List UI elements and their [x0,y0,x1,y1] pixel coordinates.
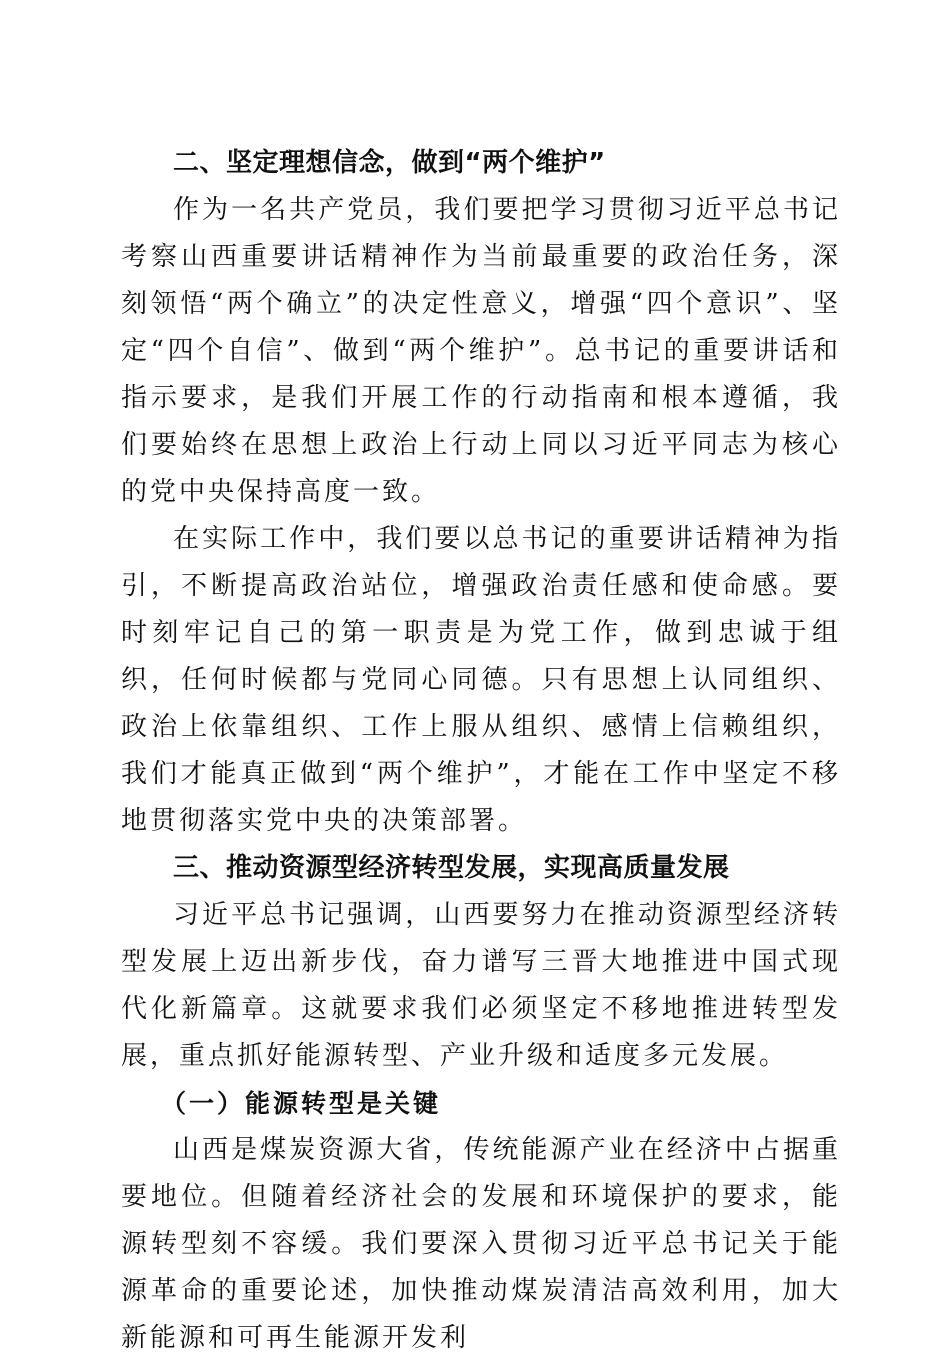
section-2-paragraph-1: 作为一名共产党员，我们要把学习贯彻习近平总书记考察山西重要讲话精神作为当前最重要的政治任务，深刻领悟“两个确立”的决定性意义，增强“四个意识”、坚定“四个自信”、做到“两个维护”。总书记的重要讲话和指示要求，是我们开展工作的行动指南和根本遵循，我们要始终在思想上政治上行动上同以习近平同志为核心的党中央保持高度一致。 [121,195,841,507]
document-page [121,140,841,1362]
subsection-1-heading: （一）能源转型是关键 [161,1089,442,1118]
section-2-paragraph-2: 在实际工作中，我们要以总书记的重要讲话精神为指引，不断提高政治站位，增强政治责任感和使命感。要时刻牢记自己的第一职责是为党工作，做到忠诚于组织，任何时候都与党同心同德。只有思想上认同组织、政治上依靠组织、工作上服从组织、感情上信赖组织，我们才能真正做到“两个维护”，才能在工作中坚定不移地贯彻落实党中央的决策部署。 [121,524,841,836]
subsection-1-paragraph-1: 山西是煤炭资源大省，传统能源产业在经济中占据重要地位。但随着经济社会的发展和环境保护的要求，能源转型刻不容缓。我们要深入贯彻习近平总书记关于能源革命的重要论述，加快推动煤炭清洁高效利用，加大新能源和可再生能源开发利 [121,1135,841,1353]
section-3-paragraph-1: 习近平总书记强调，山西要努力在推动资源型经济转型发展上迈出新步伐，奋力谱写三晋大地推进中国式现代化新篇章。这就要求我们必须坚定不移地推进转型发展，重点抓好能源转型、产业升级和适度多元发展。 [121,900,841,1071]
section-2-heading: 二、坚定理想信念，做到“两个维护” [173,148,606,178]
section-3-heading: 三、推动资源型经济转型发展，实现高质量发展 [173,853,730,883]
